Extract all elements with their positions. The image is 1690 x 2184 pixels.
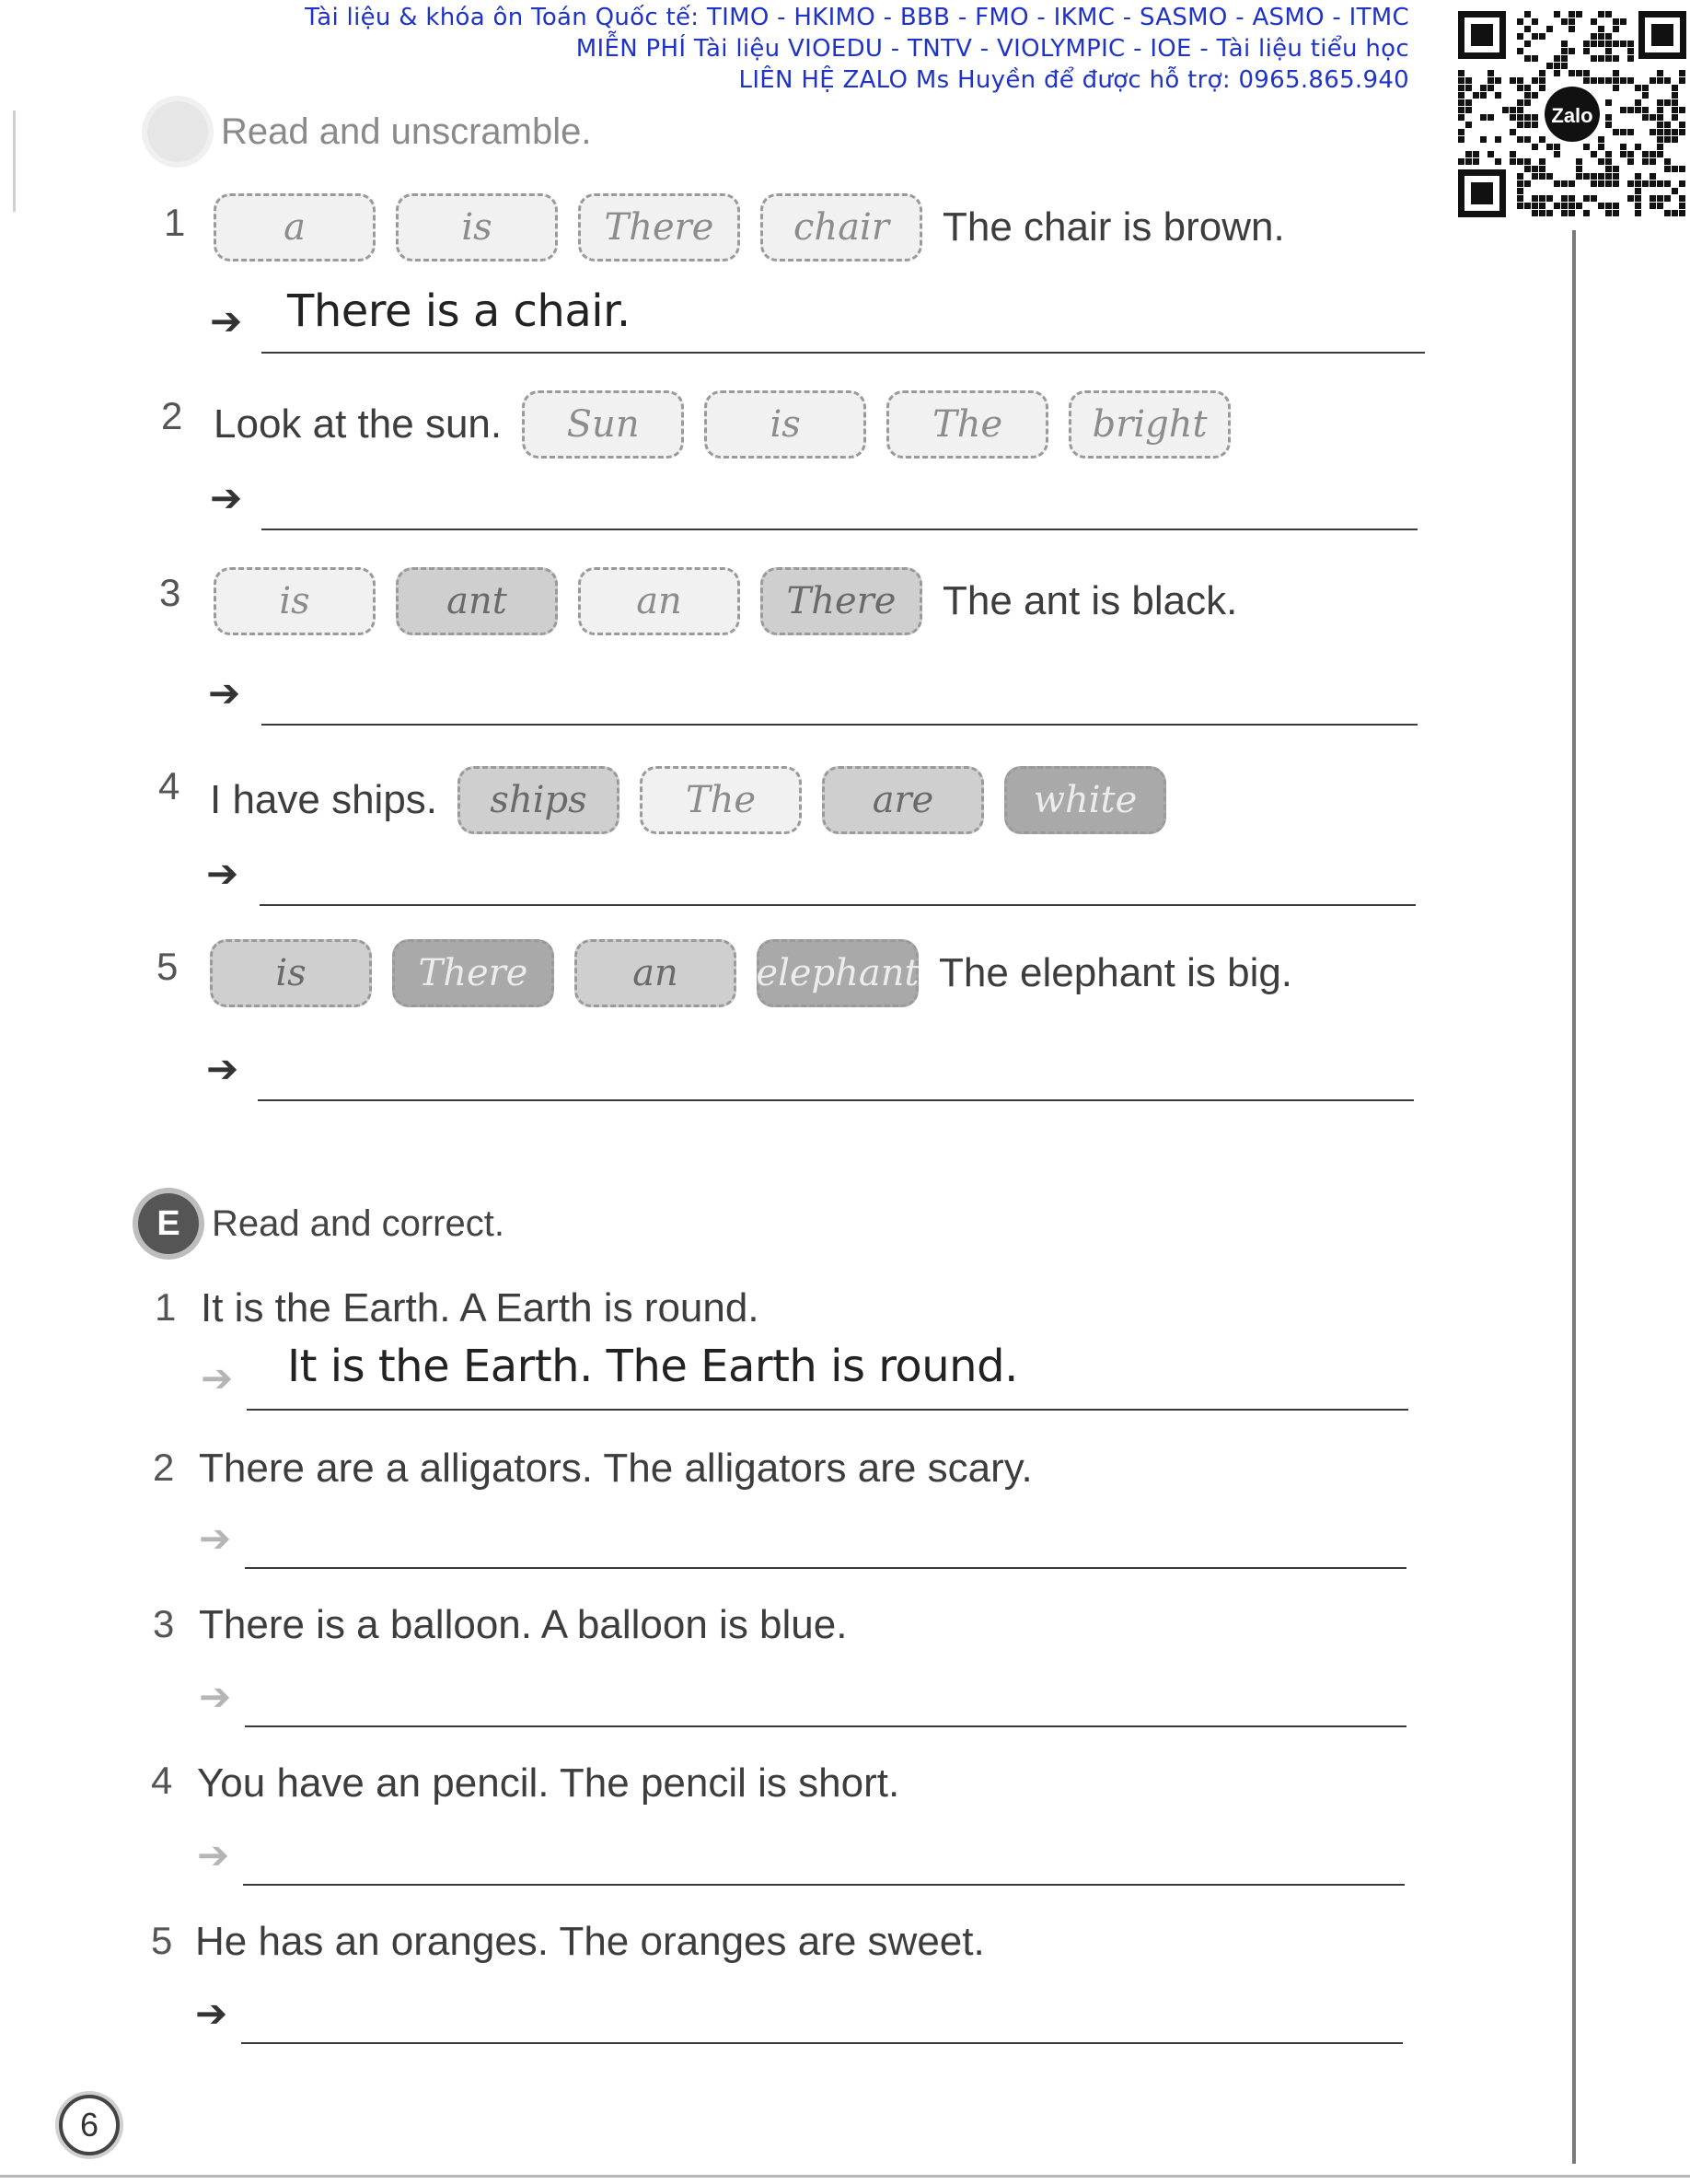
section-e-title: Read and correct.: [212, 1202, 504, 1244]
word-card[interactable]: ant: [396, 567, 558, 635]
word-card[interactable]: There: [392, 939, 554, 1007]
qr-finder-top-right: [1638, 11, 1686, 59]
e-item-2-answer-line: [245, 1567, 1406, 1569]
e-item-1-number: 1: [155, 1285, 177, 1329]
arrow-right-icon: ➔: [208, 671, 241, 714]
d-item-4-lead: I have ships.: [210, 777, 438, 822]
e-item-4-answer-line: [243, 1884, 1405, 1886]
d-item-5-sentence: The elephant is big.: [939, 950, 1293, 995]
d-item-3-answer-line: [261, 724, 1418, 726]
d-item-2-number: 2: [161, 394, 183, 437]
section-d-badge: [147, 101, 208, 162]
word-card[interactable]: Sun: [522, 390, 684, 459]
word-card[interactable]: chair: [760, 193, 922, 261]
e-item-3-number: 3: [153, 1602, 175, 1645]
d-item-3-sentence: The ant is black.: [943, 578, 1238, 623]
arrow-right-icon: ➔: [195, 1992, 228, 2035]
word-card[interactable]: is: [210, 939, 372, 1007]
d-item-5-number: 5: [156, 945, 179, 988]
d-item-4-number: 4: [158, 764, 180, 807]
word-card[interactable]: There: [760, 567, 922, 635]
scan-edge-right: [1572, 230, 1576, 2164]
d-item-1-answer-line: [261, 352, 1425, 354]
word-card[interactable]: is: [214, 567, 376, 635]
arrow-right-icon: ➔: [197, 1833, 230, 1876]
word-card[interactable]: are: [822, 766, 984, 834]
e-item-3-answer-line: [245, 1725, 1406, 1727]
scan-edge-left: [13, 110, 16, 212]
d-item-4-row: [210, 766, 1166, 834]
d-item-1-answer[interactable]: There is a chair.: [287, 285, 631, 337]
e-item-5-number: 5: [151, 1919, 173, 1962]
word-card[interactable]: ships: [457, 766, 619, 834]
e-item-1-sentence: It is the Earth. A Earth is round.: [201, 1285, 759, 1330]
d-item-1-sentence: The chair is brown.: [943, 204, 1285, 250]
scan-edge-bottom: [0, 2175, 1690, 2178]
arrow-right-icon: ➔: [206, 852, 239, 895]
section-e-badge: E: [138, 1193, 199, 1254]
word-card[interactable]: There: [578, 193, 740, 261]
d-item-5-answer-line: [258, 1099, 1414, 1101]
qr-finder-bottom-left: [1458, 169, 1506, 217]
section-d-heading: [147, 101, 591, 162]
header-line-3: LIÊN HỆ ZALO Ms Huyền để được hỗ trợ: 0965.865.940: [738, 66, 1409, 94]
e-item-2-sentence: There are a alligators. The alligators are scary.: [199, 1446, 1033, 1491]
arrow-right-icon: ➔: [206, 1047, 239, 1090]
word-card[interactable]: is: [704, 390, 866, 459]
e-item-1-answer-line: [247, 1409, 1408, 1411]
promo-header: [305, 2, 1409, 96]
d-item-2-row: [214, 390, 1231, 459]
section-d-title: Read and unscramble.: [221, 110, 592, 152]
header-line-2: MIỄN PHÍ Tài liệu VIOEDU - TNTV - VIOLYMPIC - IOE - Tài liệu tiểu học: [575, 35, 1409, 63]
e-item-5-sentence: He has an oranges. The oranges are sweet.: [195, 1919, 985, 1964]
header-line-1: Tài liệu & khóa ôn Toán Quốc tế: TIMO - HKIMO - BBB - FMO - IKMC - SASMO - ASMO - ITMC: [305, 4, 1409, 31]
d-item-2-answer-line: [261, 529, 1418, 530]
word-card[interactable]: white: [1004, 766, 1166, 834]
e-item-5-answer-line: [241, 2042, 1403, 2044]
word-card[interactable]: elephant: [757, 939, 919, 1007]
arrow-right-icon: ➔: [210, 476, 243, 519]
d-item-3-number: 3: [159, 571, 181, 614]
d-item-2-lead: Look at the sun.: [214, 401, 503, 447]
arrow-right-icon: ➔: [199, 1675, 232, 1718]
arrow-right-icon: ➔: [199, 1516, 232, 1560]
e-item-2-number: 2: [153, 1446, 175, 1489]
word-card[interactable]: an: [574, 939, 736, 1007]
d-item-1-number: 1: [164, 201, 186, 244]
qr-finder-top-left: [1458, 11, 1506, 59]
e-item-1-answer[interactable]: It is the Earth. The Earth is round.: [287, 1341, 1018, 1392]
e-item-3-sentence: There is a balloon. A balloon is blue.: [199, 1602, 848, 1647]
word-card[interactable]: The: [640, 766, 802, 834]
qr-code-icon[interactable]: [1454, 7, 1690, 221]
word-card[interactable]: is: [396, 193, 558, 261]
arrow-right-icon: ➔: [210, 299, 243, 343]
d-item-1-row: [214, 193, 1285, 261]
e-item-4-number: 4: [151, 1759, 173, 1802]
word-card[interactable]: an: [578, 567, 740, 635]
word-card[interactable]: bright: [1069, 390, 1231, 459]
section-e-heading: [138, 1193, 504, 1254]
word-card[interactable]: The: [886, 390, 1048, 459]
page-number: 6: [59, 2095, 120, 2155]
d-item-5-row: [210, 939, 1292, 1007]
d-item-3-row: [214, 567, 1237, 635]
zalo-logo-text: Zalo: [1551, 104, 1593, 127]
word-card[interactable]: a: [214, 193, 376, 261]
d-item-4-answer-line: [260, 904, 1416, 906]
arrow-right-icon: ➔: [201, 1356, 234, 1400]
e-item-4-sentence: You have an pencil. The pencil is short.: [197, 1760, 900, 1806]
